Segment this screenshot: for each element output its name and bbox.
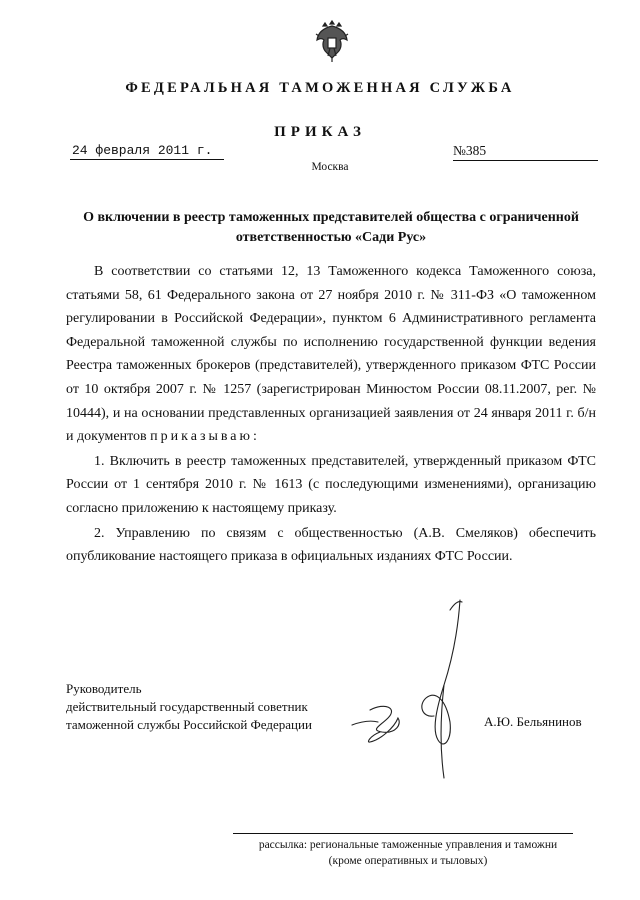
order-word: приказываю: xyxy=(150,429,260,445)
signer-name: А.Ю. Бельянинов xyxy=(484,714,582,729)
coat-of-arms-icon xyxy=(314,18,350,64)
signer-position-line: таможенной службы Российской Федерации xyxy=(66,717,312,732)
order-title xyxy=(56,208,606,248)
distribution-list xyxy=(228,837,588,869)
handwritten-signature xyxy=(340,590,520,780)
document-type: ПРИКАЗ xyxy=(274,124,366,140)
order-city: Москва xyxy=(311,161,349,173)
signer-position-line: действительный государственный советник xyxy=(66,699,308,714)
order-body xyxy=(66,260,596,569)
preamble-paragraph xyxy=(66,260,596,449)
order-number: №385 xyxy=(453,143,598,161)
distribution-line: (кроме оперативных и тыловых) xyxy=(328,855,488,867)
agency-name: ФЕДЕРАЛЬНАЯ ТАМОЖЕННАЯ СЛУЖБА xyxy=(125,80,515,96)
preamble-text: В соответствии со статьями 12, 13 Таможенного кодекса Таможенного союза, статьями 58, 61 Федерального закона от 27 ноября 2010 г. № 311-ФЗ «О таможенном регулировании в Российской Федерации», пунктом 6 Административного регламента Федеральной таможенной службы по исполнению государственной функции ведения Реестра таможенных брокеров (представителей), утвержденного приказом ФТС России от 10 октября 2007 г. № 1257 (зарегистрирован Минюстом России 08.11.2007, рег. № 10444), и на основании представленных организацией заявления от 24 января 2011 г. б/н и документов xyxy=(66,264,596,445)
order-date: 24 февраля 2011 г. xyxy=(70,143,224,160)
order-title-line: ответственностью «Сади Рус» xyxy=(235,230,427,245)
distribution-line: рассылка: региональные таможенные управления и таможни xyxy=(258,839,558,851)
signature-block xyxy=(66,680,312,734)
distribution-divider xyxy=(233,833,573,834)
order-item-2: 2. Управлению по связям с общественностью (А.В. Смеляков) обеспечить опубликование настоящего приказа в официальных изданиях ФТС России. xyxy=(66,525,596,565)
order-item-1: 1. Включить в реестр таможенных представителей, утвержденный приказом ФТС России от 1 сентября 2010 г. № 1613 (с последующими изменениями), организацию согласно приложению к настоящему приказу. xyxy=(66,453,596,516)
signer-position-line: Руководитель xyxy=(66,681,142,696)
order-title-line: О включении в реестр таможенных представителей общества с ограниченной xyxy=(83,210,579,225)
